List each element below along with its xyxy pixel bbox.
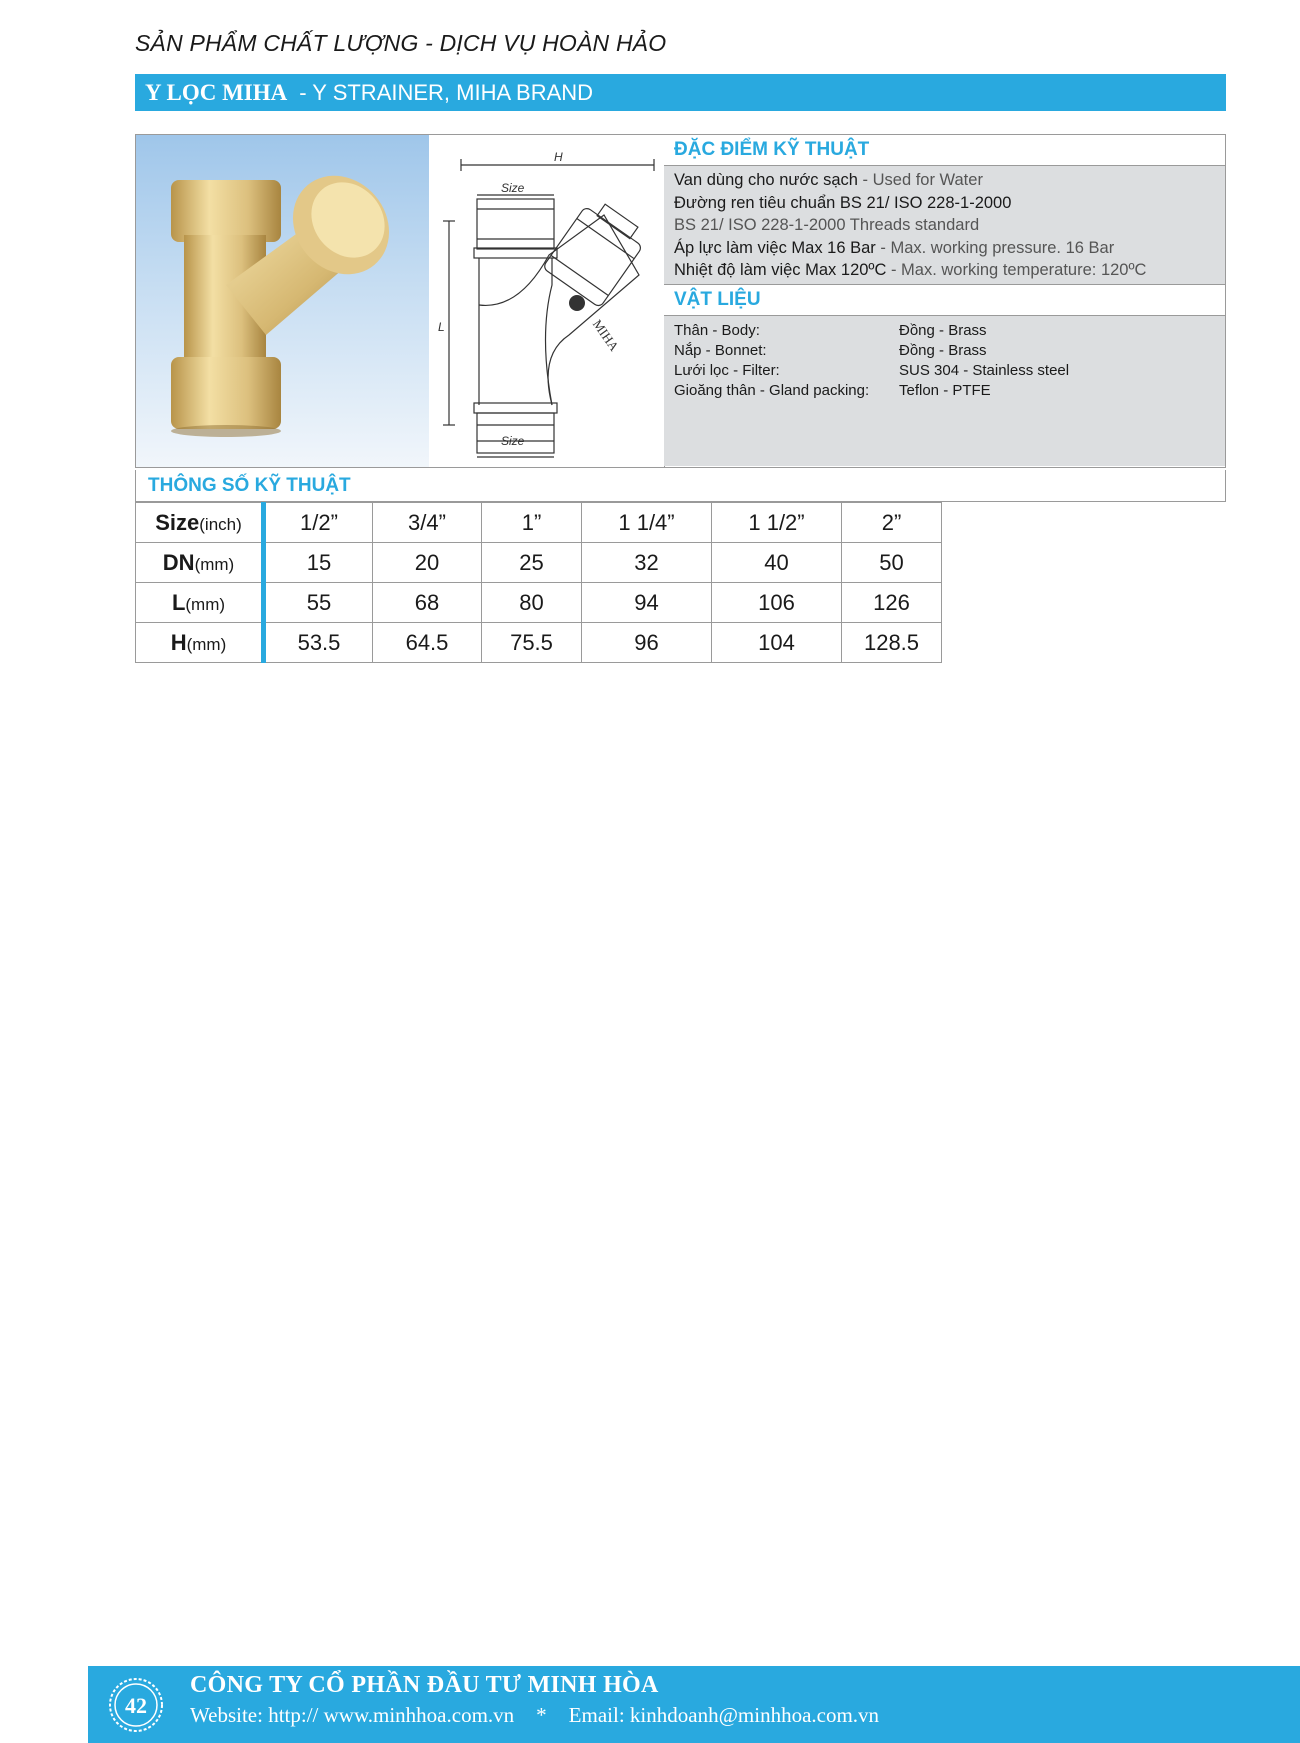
material-row: Gioăng thân - Gland packing: Teflon - PTFE bbox=[674, 382, 991, 399]
feature-line: Nhiệt độ làm việc Max 120ºC - Max. working temperature: 120ºC bbox=[674, 261, 1147, 279]
table-cell: 1 1/2” bbox=[712, 503, 842, 543]
contact-line bbox=[190, 1703, 879, 1728]
table-cell: 68 bbox=[373, 583, 482, 623]
product-subtitle: - Y STRAINER, MIHA BRAND bbox=[299, 79, 594, 105]
label-size-bottom: Size bbox=[501, 434, 525, 448]
spec-table bbox=[135, 502, 942, 663]
table-cell: 126 bbox=[842, 583, 942, 623]
features-list bbox=[664, 166, 1225, 285]
table-cell: 2” bbox=[842, 503, 942, 543]
website-link[interactable]: Website: http:// www.minhhoa.com.vn bbox=[190, 1703, 515, 1727]
feature-line: Van dùng cho nước sạch - Used for Water bbox=[674, 171, 983, 189]
product-photo bbox=[136, 135, 430, 467]
table-row bbox=[136, 583, 942, 623]
features-heading: ĐẶC ĐIỂM KỸ THUẬT bbox=[664, 135, 1225, 166]
table-cell: 15 bbox=[264, 543, 373, 583]
page-number-seal-icon bbox=[108, 1677, 164, 1733]
label-size-top: Size bbox=[501, 181, 525, 195]
feature-line: Áp lực làm việc Max 16 Bar - Max. working pressure. 16 Bar bbox=[674, 238, 1115, 257]
table-cell: 50 bbox=[842, 543, 942, 583]
drawing-brand-mark: MIHA bbox=[589, 316, 622, 354]
company-name: CÔNG TY CỔ PHẦN ĐẦU TƯ MINH HÒA bbox=[190, 1672, 659, 1698]
product-info-box bbox=[135, 134, 1226, 468]
params-heading: THÔNG SỐ KỸ THUẬT bbox=[135, 470, 1226, 502]
table-cell: 3/4” bbox=[373, 503, 482, 543]
strainer-dimension-drawing bbox=[429, 135, 664, 467]
table-cell: 106 bbox=[712, 583, 842, 623]
row-header: Size(inch) bbox=[136, 503, 264, 543]
table-row bbox=[136, 503, 942, 543]
materials-heading: VẬT LIỆU bbox=[664, 285, 1225, 316]
materials-list bbox=[664, 316, 1225, 466]
table-cell: 96 bbox=[582, 623, 712, 663]
separator: * bbox=[536, 1703, 547, 1727]
email-link[interactable]: Email: kinhdoanh@minhhoa.com.vn bbox=[568, 1703, 880, 1727]
table-cell: 20 bbox=[373, 543, 482, 583]
table-cell: 1 1/4” bbox=[582, 503, 712, 543]
miha-logo-icon bbox=[569, 295, 585, 311]
material-row: Lưới lọc - Filter: SUS 304 - Stainless steel bbox=[674, 362, 1070, 379]
table-cell: 32 bbox=[582, 543, 712, 583]
table-cell: 80 bbox=[482, 583, 582, 623]
material-row: Nắp - Bonnet: Đồng - Brass bbox=[674, 342, 987, 359]
table-cell: 75.5 bbox=[482, 623, 582, 663]
table-cell: 55 bbox=[264, 583, 373, 623]
footer bbox=[88, 1666, 1300, 1743]
product-title: Y LỌC MIHA bbox=[145, 79, 288, 105]
label-h: H bbox=[554, 150, 563, 164]
page-number: 42 bbox=[125, 1693, 147, 1718]
table-cell: 40 bbox=[712, 543, 842, 583]
row-header: DN(mm) bbox=[136, 543, 264, 583]
feature-line: Đường ren tiêu chuẩn BS 21/ ISO 228-1-2000 bbox=[674, 193, 1012, 212]
tagline: SẢN PHẨM CHẤT LƯỢNG - DỊCH VỤ HOÀN HẢO bbox=[135, 30, 667, 56]
table-cell: 25 bbox=[482, 543, 582, 583]
title-bar bbox=[135, 74, 1226, 111]
brass-strainer-image bbox=[136, 135, 429, 467]
table-cell: 104 bbox=[712, 623, 842, 663]
table-cell: 128.5 bbox=[842, 623, 942, 663]
material-row: Thân - Body: Đồng - Brass bbox=[674, 322, 987, 339]
feature-line: BS 21/ ISO 228-1-2000 Threads standard bbox=[674, 216, 980, 234]
table-cell: 64.5 bbox=[373, 623, 482, 663]
row-header: H(mm) bbox=[136, 623, 264, 663]
table-cell: 94 bbox=[582, 583, 712, 623]
technical-drawing bbox=[429, 135, 665, 467]
row-header: L(mm) bbox=[136, 583, 264, 623]
table-row bbox=[136, 543, 942, 583]
table-row bbox=[136, 623, 942, 663]
specs-panel bbox=[664, 135, 1225, 467]
table-cell: 53.5 bbox=[264, 623, 373, 663]
label-l: L bbox=[438, 320, 445, 334]
table-cell: 1/2” bbox=[264, 503, 373, 543]
table-cell: 1” bbox=[482, 503, 582, 543]
